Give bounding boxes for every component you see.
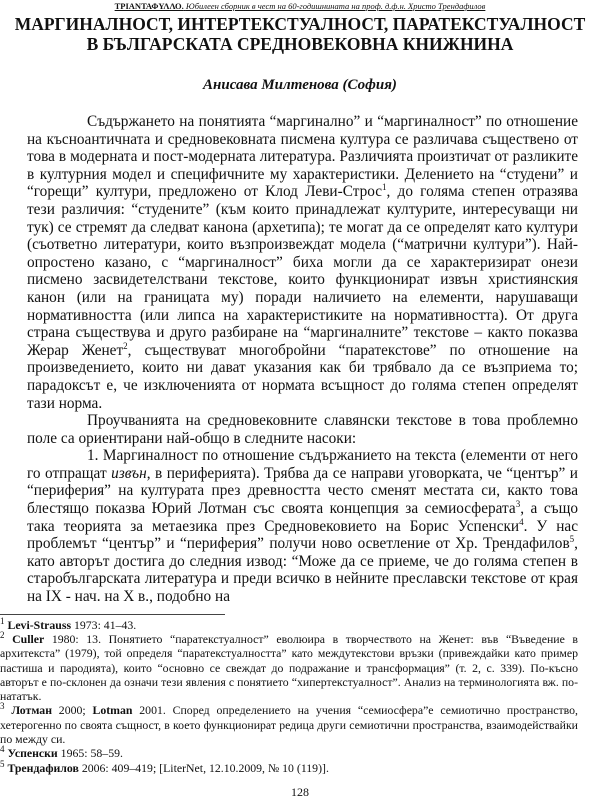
footnote-text: 1973: 41–43. <box>71 617 137 632</box>
footnote-3 <box>0 703 578 746</box>
footnote-author: Culler <box>12 631 45 646</box>
paragraph-1 <box>27 113 578 412</box>
footnote-number: 3 <box>0 701 5 712</box>
footnote-ref-1[interactable]: 1 <box>382 182 387 193</box>
footnote-ref-3[interactable]: 3 <box>515 498 521 509</box>
running-header <box>0 1 600 12</box>
journal-subtitle: Юбилеен сборник в чест на 60-годишнината на проф. д.ф.н. Христо Трендафилов <box>185 1 486 11</box>
text: , съществуват многобройни “паратекстове” по отношение на произведението, които ни дават указания как би трябвало да се възприема то; парадоксът е, че изключенията от нормата всъщност до голяма степен определят тази норма. <box>27 341 578 412</box>
title-line-1: МАРГИНАЛНОСТ, ИНТЕРТЕКСТУАЛНОСТ, ПАРАТЕКСТУАЛНОСТ <box>14 14 586 34</box>
footnote-text: 1965: 58–59. <box>57 746 123 761</box>
footnote-2 <box>0 632 578 703</box>
article-title <box>0 14 600 54</box>
text: , до голяма степен отразява тези различия: “студените” (към които принадлежат културите, интересуващи ни тук) се стремят да следват канона (архетипа); те могат да се определят като култури (съответно литератури, които възпроизвеждат модела (“матрични култури”). Най-опростено казано, с “маргиналност” биха могли да се характеризират онези писмено засвидетелствани текстове, които функционират извън християнския канон (или на границата му) поради наличието на елементи, нарушаващи нормативността (или липса на характеристиките на нормативността). От друга страна съществува и друго разбиране на “маргиналните” текстове – както показва Жерар Женет <box>27 183 578 359</box>
emphasis: извън <box>111 464 147 482</box>
footnote-1 <box>0 615 578 632</box>
footnote-text: 2000; <box>52 703 93 718</box>
text: Съдържането на понятията “маргинално” и “маргиналност” по отношение на късноантичната и средновековната писмена култура се различава съществено от това в модерната и пост-модерната литература. Различията произтичат от разликите в културния модел и специфичните му характеристики. Делението на “студени” и “горещи” култури, предложено от Клод Леви-Строс <box>27 113 578 201</box>
footnote-author: Успенски <box>7 746 58 761</box>
footnote-number: 1 <box>0 615 5 626</box>
title-line-2: В БЪЛГАРСКАТА СРЕДНОВЕКОВНА КНИЖНИНА <box>86 34 514 54</box>
footnote-5 <box>0 758 578 775</box>
text: , като авторът достига до следния извод: “Може да се приеме, че до голяма степен в старобългарската литература и преди всичко в нейните преславски текстове от края на IX - нач. на X в., подобно на <box>27 535 578 606</box>
footnotes <box>0 615 579 775</box>
footnote-ref-5[interactable]: 5 <box>569 534 575 545</box>
footnote-author: Levi-Strauss <box>7 617 72 632</box>
text: , а също така теорията за метаезика през Средновековието на Борис Успенски <box>27 500 578 535</box>
footnote-author: Лотман <box>11 703 52 718</box>
text: . У нас проблемът “център” и “периферия” получи ново осветление от Хр. Трендафилов <box>27 517 578 553</box>
footnote-4 <box>0 746 578 760</box>
journal-name: ΤΡΙΑΝΤΑΦΥΛΛΟ. <box>114 1 184 11</box>
footnote-text: 1980: 13. Понятието “паратекстуалност” еволюира в творчеството на Женет: във “Въведение в архитекста” (1979), той определя “паратекстуалността” като междутекстови връзки (привеждайки като пример пастиша и пародията), които “основно се свеждат до подражание и трансформация” (т. 2, с. 339). По-късно авторът е по-склонен да означи тези явления с понятието “хипертекстуалност”. Анализ на терминологията вж. по-нататък. <box>0 631 579 704</box>
footnote-ref-2[interactable]: 2 <box>123 340 128 351</box>
footnote-author: Трендафилов <box>7 760 79 775</box>
spacer <box>0 606 600 614</box>
article-body <box>27 113 578 606</box>
text: , в периферията). Трябва да се направи уговорката, че “център” и “периферия” на културата през древността често сменят местата си, както това блестящо показва Юрий Лотман със своята концепция за семиосферата <box>27 464 578 518</box>
footnote-ref-4[interactable]: 4 <box>519 516 524 527</box>
article-author: Анисава Милтенова (София) <box>203 77 397 93</box>
page-number: 128 <box>291 784 309 799</box>
text: 1. Маргиналност по отношение съдържанието на текста (елементи от него го отпращат <box>27 447 578 482</box>
footnote-text: 2006: 409–419; [LiterNet, 12.10.2009, № 10 (119)]. <box>78 760 329 775</box>
paragraph-2: Проучванията на средновековните славянски текстове в това проблемно поле са ориентирани най-общо в следните насоки: <box>27 412 578 447</box>
footnote-text: 2001. Според определението на учения “семиосфера”е семиотично пространство, хетерогенно по своята същност, в което функционират редица други семиотични пространства, взаимодействайки по между си. <box>0 703 579 746</box>
footnote-separator <box>0 614 225 615</box>
footnote-author: Lotman <box>92 703 133 718</box>
paragraph-3 <box>27 447 578 605</box>
footnote-number: 5 <box>0 758 5 769</box>
footnote-number: 2 <box>0 630 5 640</box>
footnote-number: 4 <box>0 744 5 755</box>
